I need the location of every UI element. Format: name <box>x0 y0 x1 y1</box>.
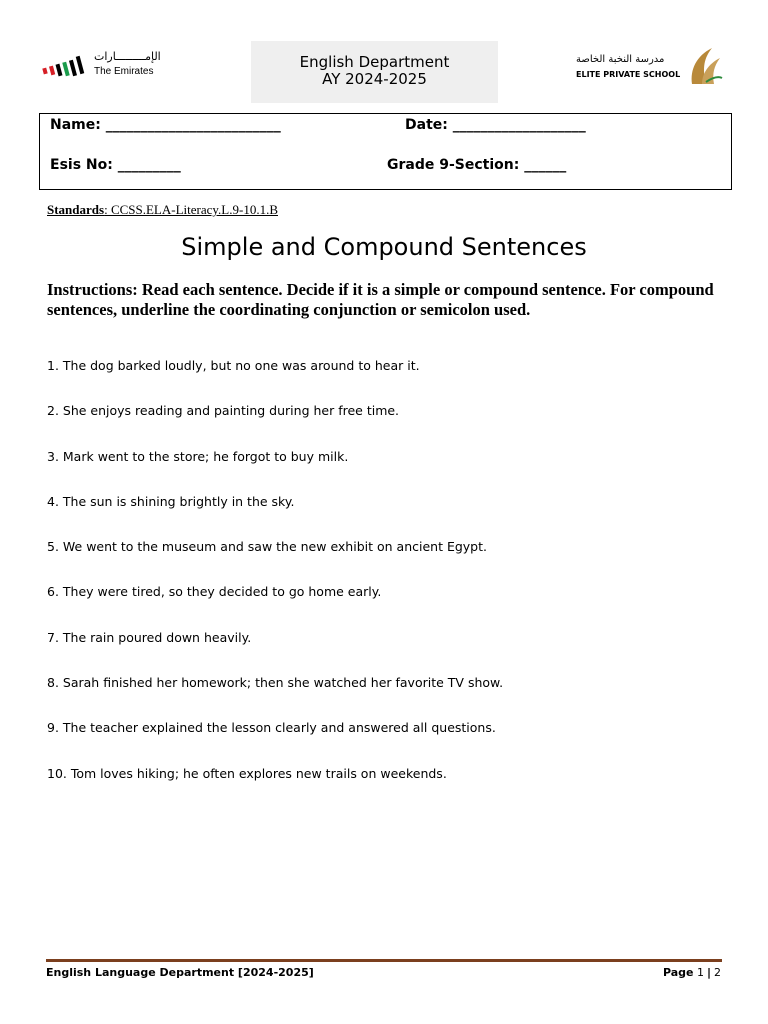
school-crest-icon <box>682 46 724 86</box>
page-total: 2 <box>714 966 721 979</box>
department-box <box>251 41 498 103</box>
school-name-english: ELITE PRIVATE SCHOOL <box>576 70 681 79</box>
uae-logo-arabic: الإمـــــــــارات <box>94 50 161 63</box>
list-item: 9. The teacher explained the lesson clearly and answered all questions. <box>47 720 496 736</box>
list-item: 5. We went to the museum and saw the new exhibit on ancient Egypt. <box>47 539 487 555</box>
list-item: 6. They were tired, so they decided to go home early. <box>47 584 382 600</box>
student-info-box <box>39 113 732 190</box>
standards-label: Standards <box>47 202 105 217</box>
page-separator: | <box>706 966 711 979</box>
standards-line <box>47 202 278 218</box>
date-field[interactable]: Date: ___________________ <box>405 117 586 133</box>
worksheet-title: Simple and Compound Sentences <box>181 233 587 261</box>
page-label: Page <box>662 966 694 979</box>
footer-department: English Language Department [2024-2025] <box>46 966 314 979</box>
sentence-list <box>47 357 727 810</box>
page-current: 1 <box>696 966 704 979</box>
list-item: 4. The sun is shining brightly in the sky. <box>47 493 295 509</box>
page-indicator <box>663 966 721 979</box>
grade-section-field[interactable]: Grade 9-Section: ______ <box>387 157 567 173</box>
list-item: 1. The dog barked loudly, but no one was around to hear it. <box>47 358 420 373</box>
list-item: 8. Sarah finished her homework; then she watched her favorite TV show. <box>47 675 504 691</box>
esis-number-field[interactable]: Esis No: _________ <box>50 157 181 173</box>
uae-emirates-logo <box>42 48 172 82</box>
academic-year: AY 2024-2025 <box>322 70 427 88</box>
footer-divider <box>46 959 722 962</box>
name-field[interactable]: Name: _________________________ <box>50 117 281 133</box>
list-item: 3. Mark went to the store; he forgot to buy milk. <box>47 448 349 464</box>
standards-value: : CCSS.ELA-Literacy.L.9-10.1.B <box>104 202 278 217</box>
instructions: Instructions: Read each sentence. Decide if it is a simple or compound sentence. For compound sentences, underline the coordinating conjunction or semicolon used. <box>47 280 714 319</box>
uae-logo-english: The Emirates <box>94 66 154 77</box>
department-title: English Department <box>299 53 450 71</box>
list-item: 2. She enjoys reading and painting during her free time. <box>47 403 400 419</box>
school-name-arabic: مدرسة النخبة الخاصة <box>576 54 665 65</box>
list-item: 10. Tom loves hiking; he often explores new trails on weekends. <box>47 765 447 781</box>
list-item: 7. The rain poured down heavily. <box>47 629 252 645</box>
uae-flag-bars-icon <box>42 54 90 78</box>
elite-school-logo <box>572 46 724 86</box>
